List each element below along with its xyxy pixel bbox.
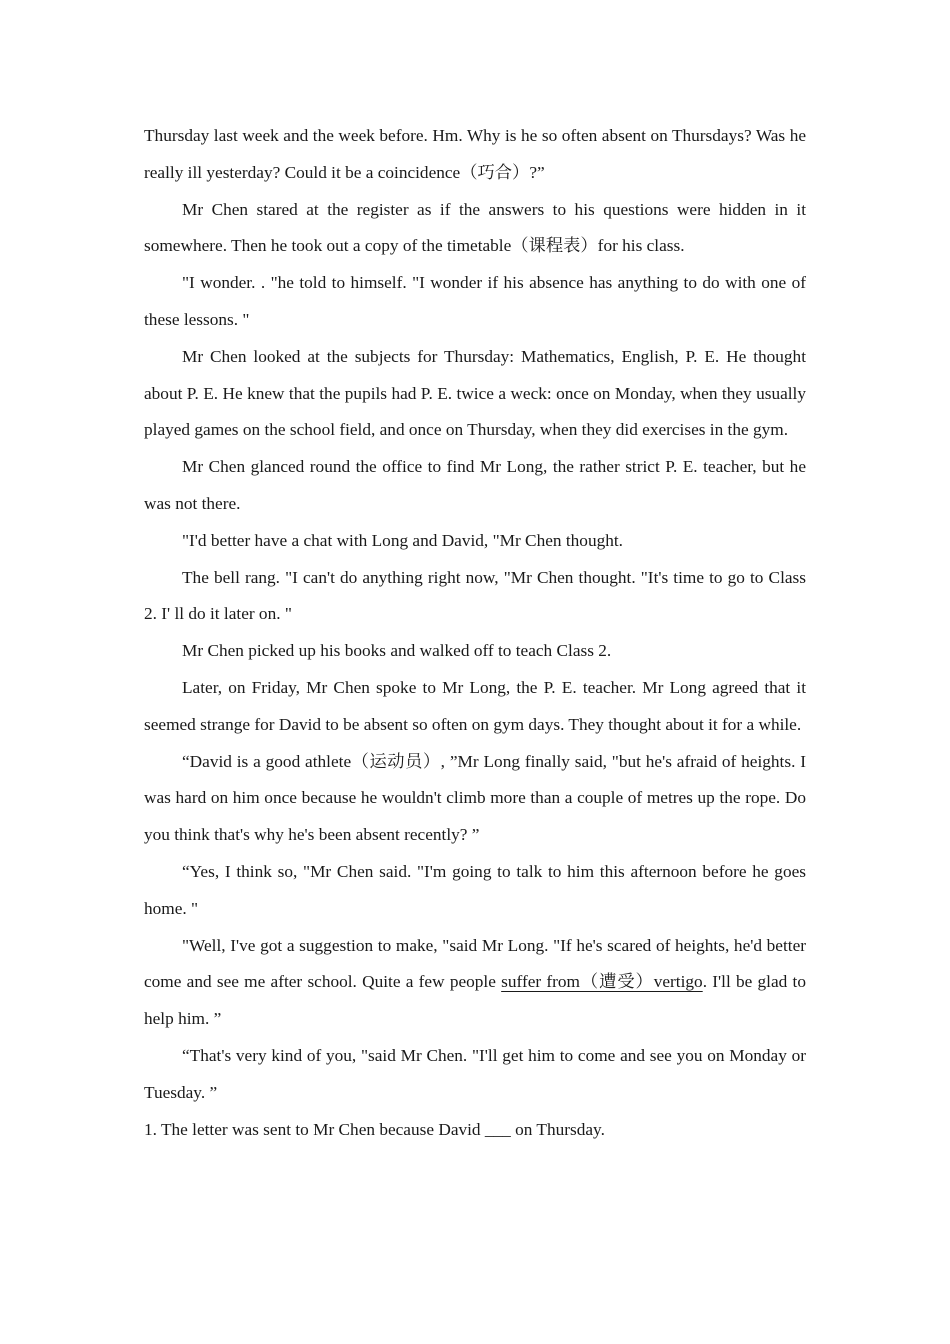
underlined-phrase: suffer from（遭受）vertigo <box>501 972 703 992</box>
paragraph-12-before: "Well, I've got a suggestion to make, "said Mr Long. "If he's scared of heights, he'd better come and see me after school. Quite a few people <box>144 935 806 992</box>
paragraph-12 <box>144 928 806 1038</box>
paragraph-10: “David is a good athlete（运动员）, ”Mr Long finally said, "but he's afraid of heights. I was hard on him once because he wouldn't climb more than a couple of metres up the rope. Do you think that's why he's been absent recently? ” <box>144 751 806 845</box>
paragraph-6: "I'd better have a chat with Long and David, "Mr Chen thought. <box>182 530 623 550</box>
question-1: 1. The letter was sent to Mr Chen because David ___ on Thursday. <box>144 1119 605 1139</box>
paragraph-1: Thursday last week and the week before. Hm. Why is he so often absent on Thursdays? Was he really ill yesterday? Could it be a coincidence（巧合）?” <box>144 126 806 182</box>
paragraph-8: Mr Chen picked up his books and walked off to teach Class 2. <box>182 641 612 661</box>
paragraph-5: Mr Chen glanced round the office to find Mr Long, the rather strict P. E. teacher, but he was not there. <box>144 457 806 513</box>
paragraph-12-after: . I'll be glad to help him. ” <box>144 972 806 1029</box>
paragraph-3: "I wonder. . "he told to himself. "I wonder if his absence has anything to do with one of these lessons. " <box>144 273 806 329</box>
paragraph-7: The bell rang. "I can't do anything right now, "Mr Chen thought. "It's time to go to Class 2. I' ll do it later on. " <box>144 567 806 624</box>
paragraph-9: Later, on Friday, Mr Chen spoke to Mr Long, the P. E. teacher. Mr Long agreed that it seemed strange for David to be absent so often on gym days. They thought about it for a while. <box>144 677 806 734</box>
paragraph-4: Mr Chen looked at the subjects for Thursday: Mathematics, English, P. E. He thought about P. E. He knew that the pupils had P. E. twice a weck: once on Monday, when they usually played games on the school field, and once on Thursday, when they did exercises in the gym. <box>144 346 806 440</box>
paragraph-13: “That's very kind of you, "said Mr Chen. "I'll get him to come and see you on Monday or Tuesday. ” <box>144 1045 806 1102</box>
paragraph-2: Mr Chen stared at the register as if the answers to his questions were hidden in it somewhere. Then he took out a copy of the timetable（课程表）for his class. <box>144 199 806 256</box>
paragraph-11: “Yes, I think so, "Mr Chen said. "I'm going to talk to him this afternoon before he goes home. " <box>144 861 806 918</box>
document-page <box>144 118 806 1148</box>
